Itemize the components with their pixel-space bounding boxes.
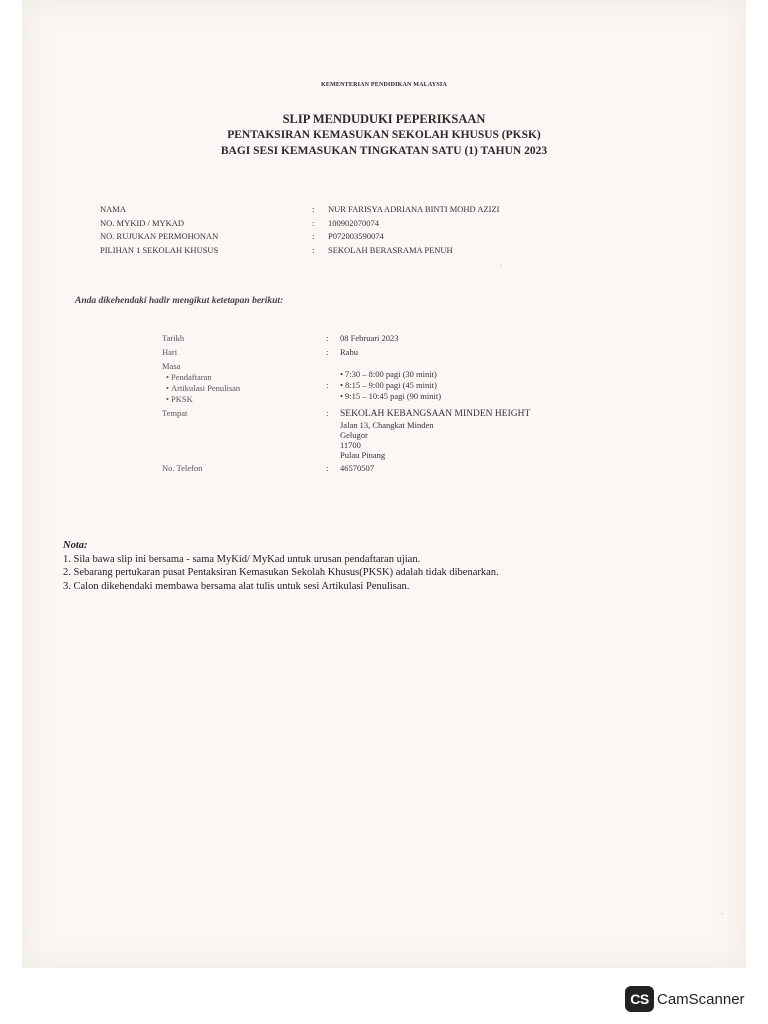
notes-section bbox=[63, 539, 499, 593]
date-label: Tarikh bbox=[162, 333, 185, 343]
colon: : bbox=[312, 204, 315, 214]
colon: : bbox=[326, 408, 329, 418]
session-time: • 8:15 – 9:00 pagi (45 minit) bbox=[340, 380, 600, 391]
phone-value: 46570507 bbox=[340, 463, 374, 473]
pen-mark: ‘ bbox=[500, 265, 502, 271]
time-row bbox=[162, 361, 600, 405]
school-choice-value: SEKOLAH BERASRAMA PENUH bbox=[328, 244, 453, 255]
reference-label: NO. RUJUKAN PERMOHONAN bbox=[100, 231, 219, 241]
colon: : bbox=[326, 463, 329, 473]
time-labels bbox=[162, 361, 329, 405]
candidate-row-mykid bbox=[100, 217, 588, 231]
candidate-info bbox=[100, 203, 588, 257]
notes-heading: Nota: bbox=[63, 540, 88, 551]
venue-postcode: 11700 bbox=[340, 440, 361, 450]
venue-area: Gelugor bbox=[340, 430, 368, 440]
slip-session: BAGI SESI KEMASUKAN TINGKATAN SATU (1) TAHUN 2023 bbox=[220, 145, 548, 157]
camscanner-watermark bbox=[625, 986, 745, 1012]
note-item: 3. Calon dikehendaki membawa bersama alat tulis untuk sesi Artikulasi Penulisan. bbox=[63, 580, 410, 592]
slip-subtitle: PENTAKSIRAN KEMASUKAN SEKOLAH KHUSUS (PKSK) bbox=[227, 129, 541, 141]
exam-details bbox=[162, 333, 600, 477]
page-mark: ’ bbox=[721, 913, 723, 919]
exam-slip-page bbox=[22, 0, 746, 968]
colon: : bbox=[326, 380, 329, 390]
session-name: • Pendaftaran bbox=[162, 372, 326, 383]
colon: : bbox=[312, 231, 315, 241]
venue-school: SEKOLAH KEBANGSAAN MINDEN HEIGHT bbox=[340, 409, 531, 419]
colon: : bbox=[312, 244, 315, 255]
note-item: 1. Sila bawa slip ini bersama - sama MyKid/ MyKad untuk urusan pendaftaran ujian. bbox=[63, 553, 421, 565]
day-label: Hari bbox=[162, 347, 178, 357]
day-value: Rabu bbox=[340, 347, 358, 357]
camscanner-logo-icon: CS bbox=[625, 986, 654, 1012]
name-label: NAMA bbox=[100, 204, 126, 214]
session-time: • 7:30 – 8:00 pagi (30 minit) bbox=[340, 369, 600, 380]
name-value: NUR FARISYA ADRIANA BINTI MOHD AZIZI bbox=[328, 204, 500, 214]
session-name: • PKSK bbox=[162, 394, 326, 405]
slip-title: SLIP MENDUDUKI PEPERIKSAAN bbox=[282, 112, 486, 126]
colon bbox=[326, 361, 340, 405]
reference-value: P072003590074 bbox=[328, 231, 384, 241]
day-row bbox=[162, 347, 600, 358]
session-name: • Artikulasi Penulisan bbox=[162, 383, 326, 394]
candidate-row-reference bbox=[100, 230, 588, 244]
phone-row bbox=[162, 463, 600, 474]
date-value: 08 Februari 2023 bbox=[340, 333, 399, 343]
date-row bbox=[162, 333, 600, 344]
venue-row bbox=[162, 408, 600, 460]
mykid-value: 100902070074 bbox=[328, 217, 379, 228]
venue-address bbox=[340, 408, 600, 460]
note-item: 2. Sebarang pertukaran pusat Pentaksiran Kemasukan Sekolah Khusus(PKSK) adalah tidak dibenarkan. bbox=[63, 567, 499, 578]
colon: : bbox=[326, 333, 329, 343]
ministry-name: KEMENTERIAN PENDIDIKAN MALAYSIA bbox=[321, 82, 447, 88]
attendance-instruction: Anda dikehendaki hadir mengikut ketetapan berikut: bbox=[75, 296, 284, 306]
venue-street: Jalan 13, Changkat Minden bbox=[340, 420, 434, 430]
venue-state: Pulau Pinang bbox=[340, 450, 386, 460]
camscanner-text: CamScanner bbox=[657, 990, 745, 1008]
mykid-label: NO. MYKID / MYKAD bbox=[100, 217, 185, 228]
time-label: Masa bbox=[162, 361, 181, 371]
colon: : bbox=[312, 217, 315, 228]
colon: : bbox=[326, 347, 329, 357]
slip-title-block bbox=[22, 111, 746, 159]
venue-label: Tempat bbox=[162, 408, 188, 418]
candidate-row-school-choice bbox=[100, 244, 588, 258]
session-times bbox=[340, 361, 600, 405]
phone-label: No. Telefon bbox=[162, 463, 203, 473]
session-time: • 9:15 – 10:45 pagi (90 minit) bbox=[340, 391, 600, 402]
candidate-row-name bbox=[100, 203, 588, 217]
school-choice-label: PILIHAN 1 SEKOLAH KHUSUS bbox=[100, 244, 219, 255]
